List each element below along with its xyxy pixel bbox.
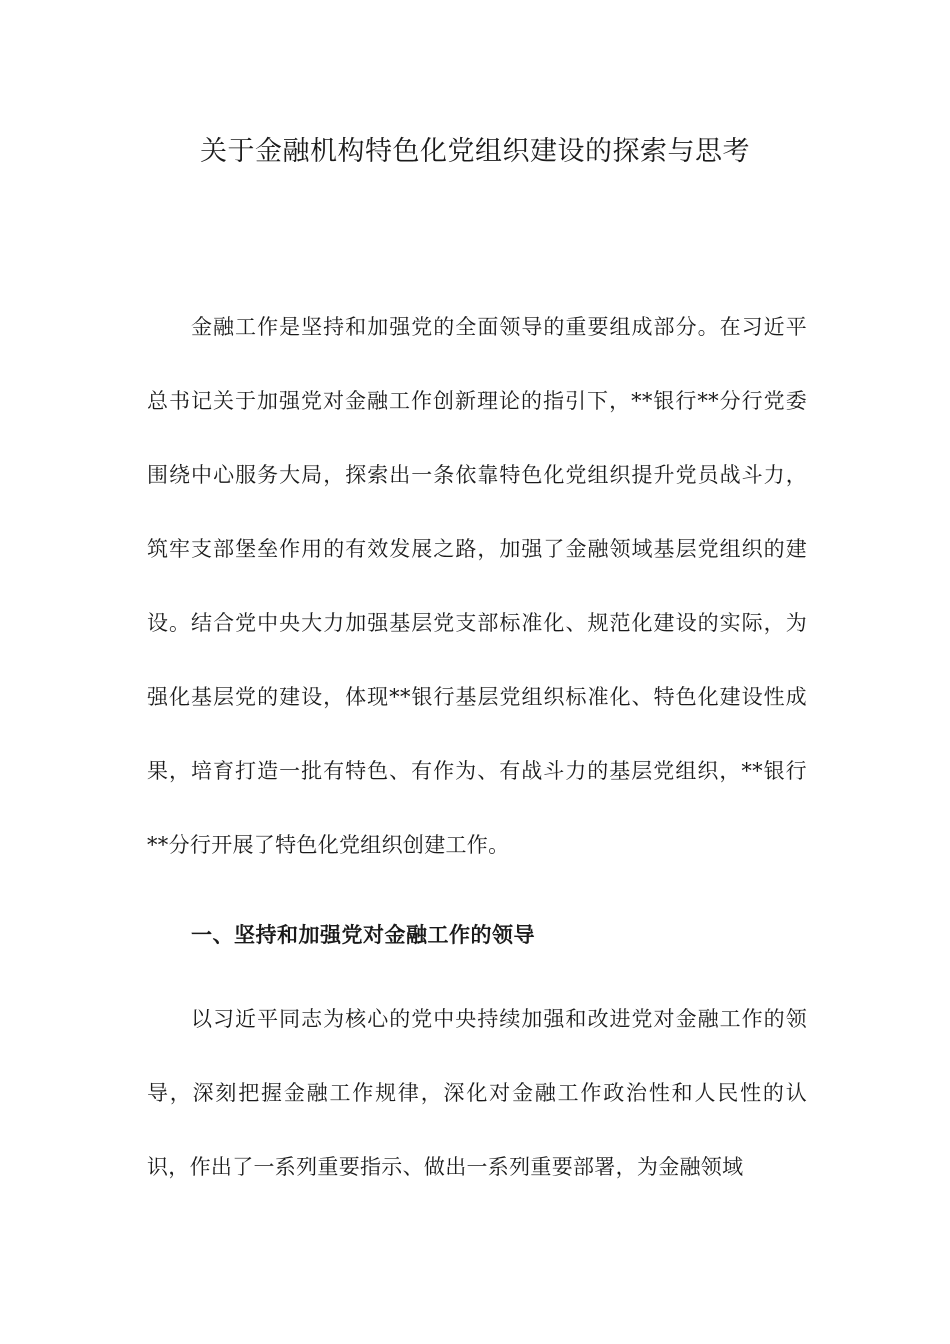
section-heading: 一、坚持和加强党对金融工作的领导 — [191, 923, 535, 947]
intro-paragraph: 金融工作是坚持和加强党的全面领导的重要组成部分。在习近平总书记关于加强党对金融工作创新理论的指引下，**银行**分行党委围绕中心服务大局，探索出一条依靠特色化党组织提升党员战斗力，筑牢支部堡垒作用的有效发展之路，加强了金融领域基层党组织的建设。结合党中央大力加强基层党支部标准化、规范化建设的实际，为强化基层党的建设，体现**银行基层党组织标准化、特色化建设性成果，培育打造一批有特色、有作为、有战斗力的基层党组织，**银行**分行开展了特色化党组织创建工作。 — [147, 315, 807, 857]
section-paragraph: 以习近平同志为核心的党中央持续加强和改进党对金融工作的领导，深刻把握金融工作规律，深化对金融工作政治性和人民性的认识，作出了一系列重要指示、做出一系列重要部署，为金融领域 — [147, 1007, 807, 1179]
document-title: 关于金融机构特色化党组织建设的探索与思考 — [200, 136, 750, 167]
